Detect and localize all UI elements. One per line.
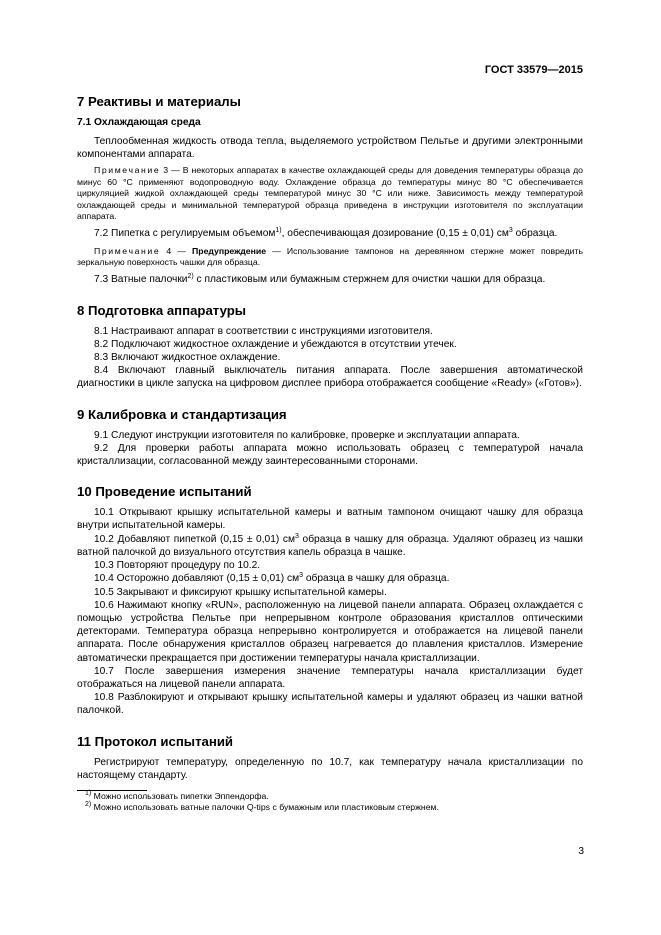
p104-superscript: 3 <box>299 572 304 580</box>
note-4-text: — Использование тампонов на деревянном стержне может повредить зеркальную поверхность чашки для образца. <box>77 245 584 268</box>
p104-a: 10.4 Осторожно добавляют (0,15 ± 0,01) см <box>94 573 300 585</box>
note-4 <box>77 246 583 269</box>
note-3 <box>77 165 583 222</box>
paragraph-10-2 <box>77 533 583 559</box>
footnote-2 <box>77 802 583 813</box>
p72-b: , обеспечивающая дозирование (0,15 ± 0,01) см <box>281 228 509 240</box>
note-3-text: 3 — В некоторых аппаратах в качестве охлаждающей среды для доведения температуры образца до минус 60 °С применяют водопроводную воду. Охлаждение образца до температуры минус 80 °С обеспечивается циркуляцией жидкой охлаждающей среды температурой минус 30 °С или ниже. Зависимость между температурой охлаждающей среды и минимальной температурой образца приведена в инструкции изготовителя по эксплуатации аппарата. <box>77 165 583 222</box>
p102-a: 10.2 Добавляют пипеткой (0,15 ± 0,01) см <box>94 533 295 545</box>
note-4-warning: Предупреждение <box>192 245 267 256</box>
section-7-title: 7 Реактивы и материалы <box>77 94 241 109</box>
paragraph-10-1: 10.1 Открывают крышку испытательной камеры и ватным тампоном очищают чашку для образца внутри испытательной камеры. <box>77 507 583 532</box>
paragraph-10-7: 10.7 После завершения измерения значение температуры начала кристаллизации будет отображаться на лицевой панели аппарата. <box>77 665 583 690</box>
paragraph-8-1: 8.1 Настраивают аппарат в соответствии с инструкциями изготовителя. <box>94 325 433 337</box>
paragraph-10-8: 10.8 Разблокируют и открывают крышку испытательной камеры и удаляют образец из чашки ватной палочкой. <box>77 692 583 717</box>
footnote-2-mark: 2) <box>85 801 92 809</box>
p102-b: образца в чашку для образца. Удаляют образец из чашки ватной палочкой до визуального отсутствия капель образца в чашке. <box>77 533 583 558</box>
p72-a: 7.2 Пипетка с регулируемым объемом <box>94 228 276 240</box>
paragraph-10-4 <box>77 572 583 585</box>
note-4-num: 4 — <box>160 245 193 256</box>
section-11-title: 11 Протокол испытаний <box>77 733 234 749</box>
paragraph-8-2: 8.2 Подключают жидкостное охлаждение и убеждаются в отсутствии утечек. <box>94 338 457 350</box>
document-id: ГОСТ 33579—2015 <box>484 64 583 76</box>
paragraph-8-3: 8.3 Включают жидкостное охлаждение. <box>94 352 281 364</box>
note-3-label: Примечание <box>94 165 161 176</box>
paragraph-10-6: 10.6 Нажимают кнопку «RUN», расположенную на лицевой панели аппарата. Образец охлаждается с помощью устройства Пельтье при непрерывном контроле образования кристаллов оптическими детекторами. Температура образца непрерывно контролируется и отображается на лицевой панели аппарата. После обнаружения кристаллов образец нагревается до плавления кристаллов. Измерение автоматически прекращается при достижении температуры начала кристаллизации. <box>77 599 583 664</box>
footnote-1-text: Можно использовать пипетки Эппендорфа. <box>91 790 269 801</box>
paragraph-11-1: Регистрируют температуру, определенную по 10.7, как температуру начала кристаллизации по настоящему стандарту. <box>77 756 583 781</box>
p72-c: образца. <box>512 228 558 240</box>
footnote-ref-2: 2) <box>187 273 194 281</box>
section-8-title: 8 Подготовка аппаратуры <box>77 302 247 318</box>
footnote-1 <box>77 791 583 802</box>
p102-superscript: 3 <box>295 532 299 540</box>
footnote-1-mark: 1) <box>85 789 92 797</box>
paragraph-7-3 <box>77 273 583 286</box>
page-number: 3 <box>578 846 584 857</box>
paragraph-7-2 <box>77 227 583 240</box>
paragraph-10-3: 10.3 Повторяют процедуру по 10.2. <box>94 560 261 572</box>
section-7-1-text: Теплообменная жидкость отвода тепла, выделяемого устройством Пельтье и другими электронными компонентами аппарата. <box>77 136 583 161</box>
footnote-ref-1: 1) <box>275 227 282 235</box>
footnote-2-text: Можно использовать ватные палочки Q-tips с бумажным или пластиковым стержнем. <box>91 802 439 813</box>
paragraph-9-1: 9.1 Следуют инструкции изготовителя по калибровке, проверке и эксплуатации аппарата. <box>94 429 520 441</box>
section-9-title: 9 Калибровка и стандартизация <box>77 406 287 422</box>
paragraph-9-2: 9.2 Для проверки работы аппарата можно использовать образец с температурой начала кристаллизации, согласованной между заинтересованными сторонами. <box>77 442 583 468</box>
p72-superscript: 3 <box>508 227 513 235</box>
section-10-title: 10 Проведение испытаний <box>77 484 252 500</box>
p73-b: с пластиковым или бумажным стержнем для очистки чашки для образца. <box>193 274 546 286</box>
note-4-label: Примечание <box>94 245 161 256</box>
paragraph-8-4: 8.4 Включают главный выключатель питания аппарата. После завершения автоматической диагностики в цикле запуска на цифровом дисплее прибора отображается сообщение «Ready» («Готов»). <box>77 365 583 390</box>
paragraph-10-5: 10.5 Закрывают и фиксируют крышку испытательной камеры. <box>94 586 387 598</box>
page-content <box>77 94 583 814</box>
p104-b: образца в чашку для образца. <box>303 573 450 585</box>
p73-a: 7.3 Ватные палочки <box>94 274 188 286</box>
section-7-1-title: 7.1 Охлаждающая среда <box>77 117 201 128</box>
